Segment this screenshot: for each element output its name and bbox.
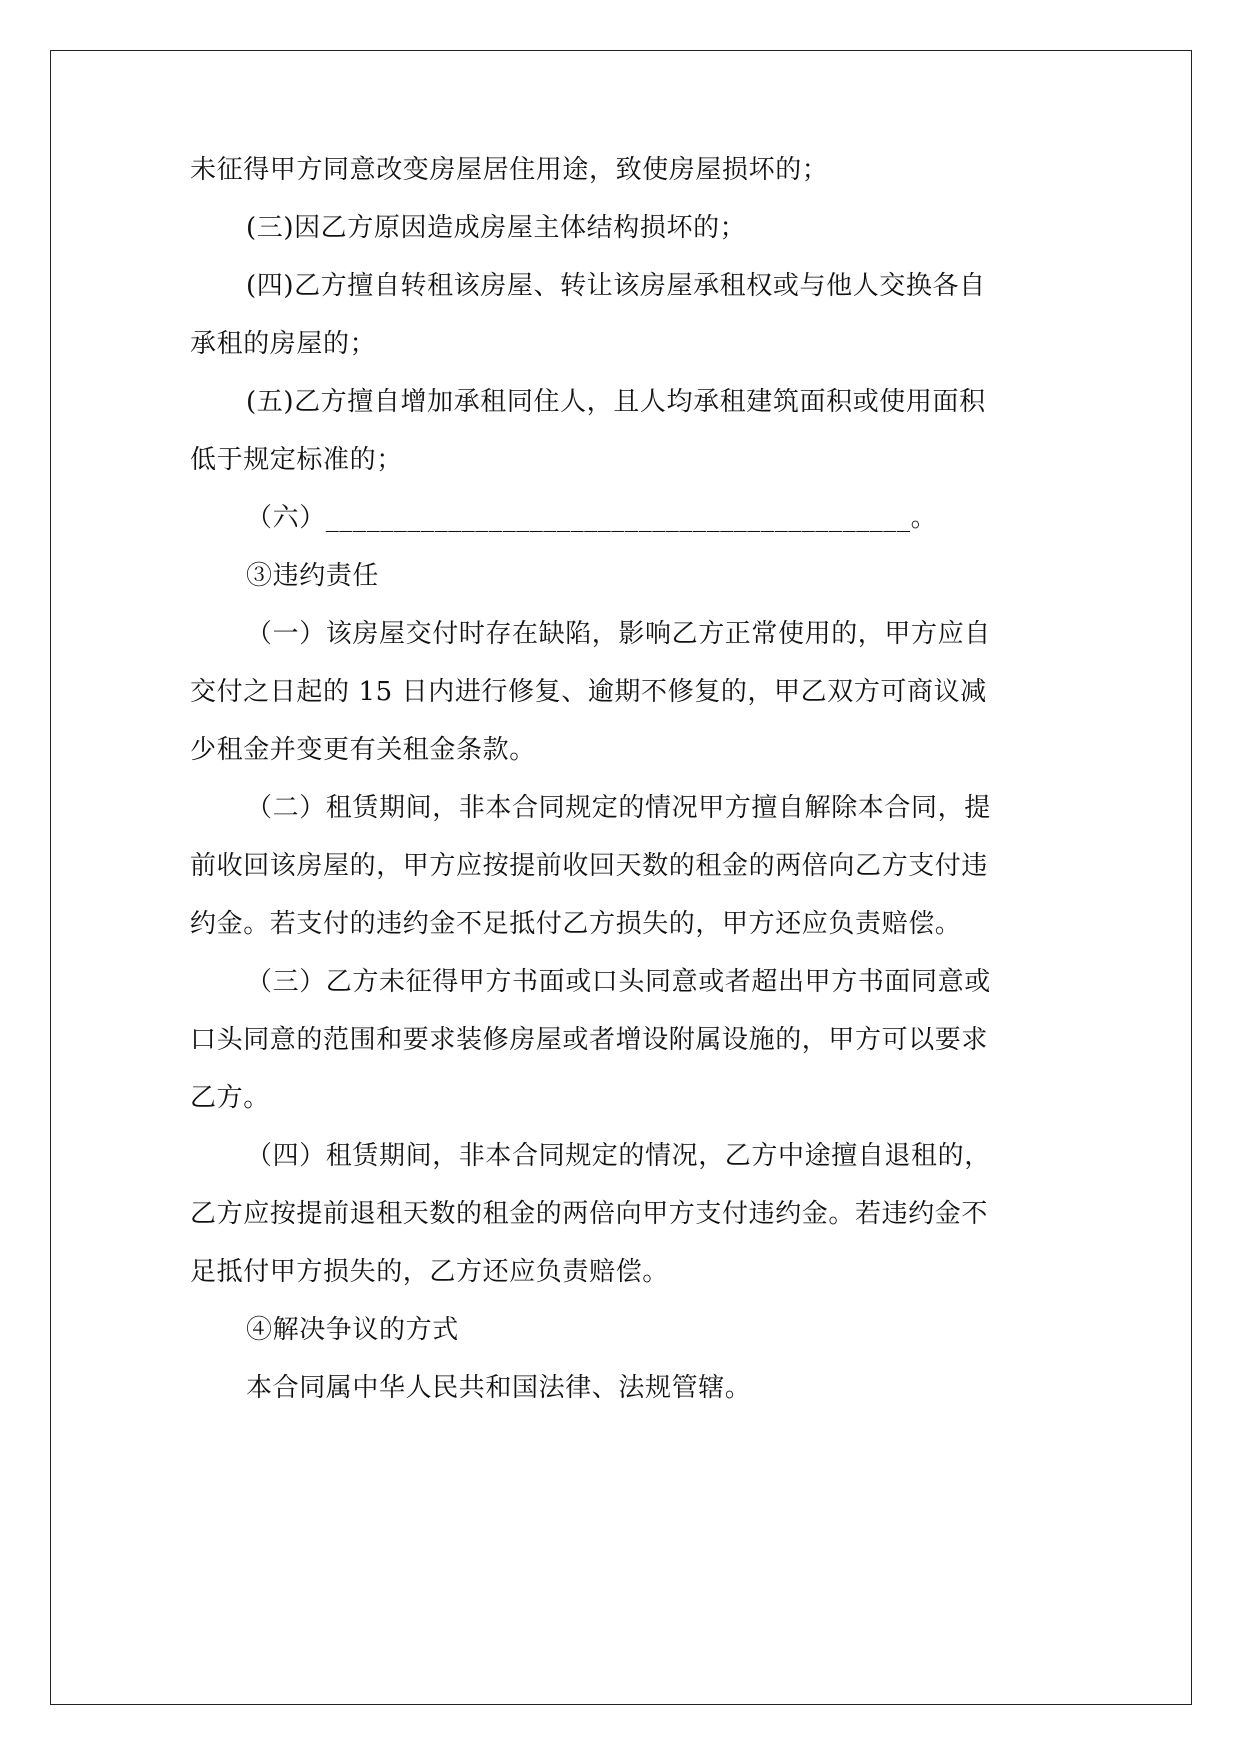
- text-line: 交付之日起的 15 日内进行修复、逾期不修复的，甲乙双方可商议减: [190, 677, 987, 707]
- text-line: 承租的房屋的；: [190, 329, 377, 359]
- text-line: 足抵付甲方损失的，乙方还应负责赔偿。: [190, 1257, 669, 1287]
- text-line: (四)乙方擅自转租该房屋、转让该房屋承租权或与他人交换各自: [246, 271, 986, 301]
- text-line: 乙方应按提前退租天数的租金的两倍向甲方支付违约金。若违约金不: [190, 1199, 989, 1229]
- text-line: （四）租赁期间，非本合同规定的情况，乙方中途擅自退租的，: [246, 1141, 991, 1171]
- text-line: （一）该房屋交付时存在缺陷，影响乙方正常使用的，甲方应自: [246, 619, 991, 649]
- text-line: 口头同意的范围和要求装修房屋或者增设附属设施的，甲方可以要求: [190, 1025, 989, 1055]
- text-line: 约金。若支付的违约金不足抵付乙方损失的，甲方还应负责赔偿。: [190, 909, 962, 939]
- text-line: （二）租赁期间，非本合同规定的情况甲方擅自解除本合同，提: [246, 793, 991, 823]
- text-line: 低于规定标准的；: [190, 445, 403, 475]
- text-line: 乙方。: [190, 1083, 270, 1113]
- text-line: （三）乙方未征得甲方书面或口头同意或者超出甲方书面同意或: [246, 967, 991, 997]
- section-heading: ③违约责任: [246, 561, 380, 591]
- text-line: (五)乙方擅自增加承租同住人，且人均承租建筑面积或使用面积: [246, 387, 986, 417]
- text-line: 本合同属中华人民共和国法律、法规管辖。: [246, 1373, 752, 1403]
- text-line: (三)因乙方原因造成房屋主体结构损坏的；: [246, 213, 747, 243]
- section-heading: ④解决争议的方式: [246, 1315, 459, 1345]
- text-line: 未征得甲方同意改变房屋居住用途，致使房屋损坏的；: [190, 155, 829, 185]
- text-line: 前收回该房屋的，甲方应按提前收回天数的租金的两倍向乙方支付违: [190, 851, 989, 881]
- text-line: 少租金并变更有关租金条款。: [190, 735, 536, 765]
- text-line: （六）___________________________________________。: [246, 503, 938, 533]
